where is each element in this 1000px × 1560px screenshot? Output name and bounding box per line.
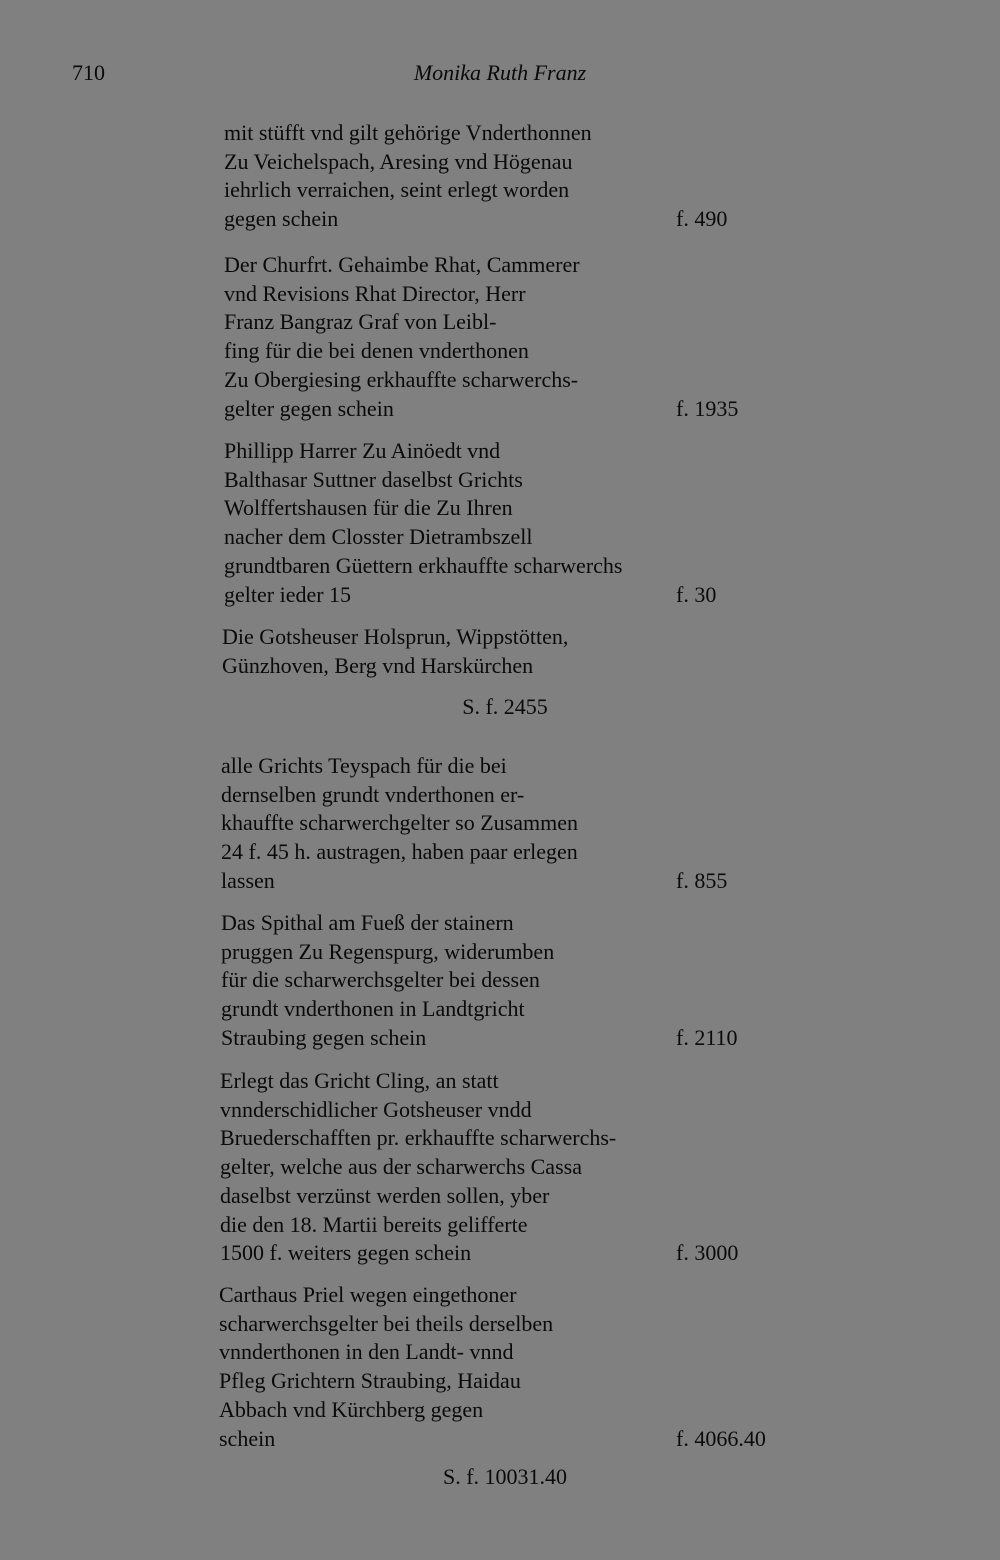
entry-line: vnnderthonen in den Landt- vnnd	[219, 1339, 514, 1365]
entry-line: Erlegt das Gricht Cling, an statt	[220, 1068, 499, 1093]
entry-line: gelter ieder 15	[224, 581, 352, 607]
entry-line: fing für die bei denen vnderthonen	[224, 338, 529, 364]
entry-line: gelter gegen schein	[224, 395, 394, 421]
entry-line: Franz Bangraz Graf von Leibl-	[224, 309, 497, 335]
entry-line: grundt vnderthonen in Landtgricht	[221, 996, 525, 1022]
entry-line: gelter, welche aus der scharwerchs Cassa	[220, 1154, 582, 1180]
entry-line: dernselben grundt vnderthonen er-	[221, 781, 525, 807]
entry-line: nacher dem Closster Dietrambszell	[224, 524, 533, 550]
entry-amount: f. 30	[676, 581, 717, 607]
entry-line: lassen	[221, 867, 275, 893]
entry-line: Zu Obergiesing erkhauffte scharwerchs-	[224, 366, 579, 392]
entry-line: Carthaus Priel wegen eingethoner	[219, 1282, 517, 1307]
entry-line: pruggen Zu Regenspurg, widerumben	[221, 938, 555, 964]
entry-line: Phillipp Harrer Zu Ainöedt vnd	[224, 438, 501, 463]
entry-line: Günzhoven, Berg vnd Harskürchen	[222, 652, 534, 678]
entry-line: scharwerchsgelter bei theils derselben	[219, 1310, 554, 1336]
entry-line: iehrlich verraichen, seint erlegt worden	[224, 177, 570, 203]
running-head: Monika Ruth Franz	[413, 60, 587, 85]
entry-line: Die Gotsheuser Holsprun, Wippstötten,	[222, 624, 569, 649]
entry-line: alle Grichts Teyspach für die bei	[221, 753, 507, 778]
entry-amount: f. 2110	[676, 1024, 738, 1050]
entry-line: für die scharwerchsgelter bei dessen	[221, 967, 540, 993]
entry-line: die den 18. Martii bereits gelifferte	[220, 1211, 528, 1237]
entry-line: gegen schein	[224, 206, 339, 232]
entry-line: khauffte scharwerchgelter so Zusammen	[221, 810, 578, 836]
entry-line: Balthasar Suttner daselbst Grichts	[224, 466, 523, 492]
entry-line: daselbst verzünst werden sollen, yber	[220, 1182, 550, 1208]
entry-line: mit stüfft vnd gilt gehörige Vnderthonnen	[224, 120, 592, 145]
entry-line: Das Spithal am Fueß der stainern	[221, 910, 514, 935]
entry-line: vnnderschidlicher Gotsheuser vndd	[220, 1096, 532, 1122]
entry-amount: f. 490	[676, 206, 728, 232]
entry-amount: f. 4066.40	[676, 1425, 766, 1451]
entry-line: Pfleg Grichtern Straubing, Haidau	[219, 1368, 521, 1394]
entry-line: Straubing gegen schein	[221, 1024, 427, 1050]
subtotal-1: S. f. 2455	[462, 694, 548, 719]
entry-line: Wolffertshausen für die Zu Ihren	[224, 495, 513, 521]
entry-line: Der Churfrt. Gehaimbe Rhat, Cammerer	[224, 252, 580, 277]
entry-line: Zu Veichelspach, Aresing vnd Högenau	[224, 148, 573, 174]
page-number: 710	[72, 60, 105, 85]
entry-line: vnd Revisions Rhat Director, Herr	[224, 280, 526, 306]
entry-line: 24 f. 45 h. austragen, haben paar erlegen	[221, 839, 578, 865]
entry-amount: f. 3000	[676, 1240, 739, 1266]
entry-line: grundtbaren Güettern erkhauffte scharwerchs	[224, 552, 623, 578]
entry-amount: f. 855	[676, 867, 728, 893]
entry-amount: f. 1935	[676, 395, 739, 421]
entry-line: Abbach vnd Kürchberg gegen	[219, 1396, 484, 1422]
entry-line: Bruederschafften pr. erkhauffte scharwerchs-	[220, 1125, 617, 1151]
entry-line: 1500 f. weiters gegen schein	[220, 1240, 472, 1266]
entry-line: schein	[219, 1425, 276, 1451]
subtotal-2: S. f. 10031.40	[442, 1464, 568, 1489]
